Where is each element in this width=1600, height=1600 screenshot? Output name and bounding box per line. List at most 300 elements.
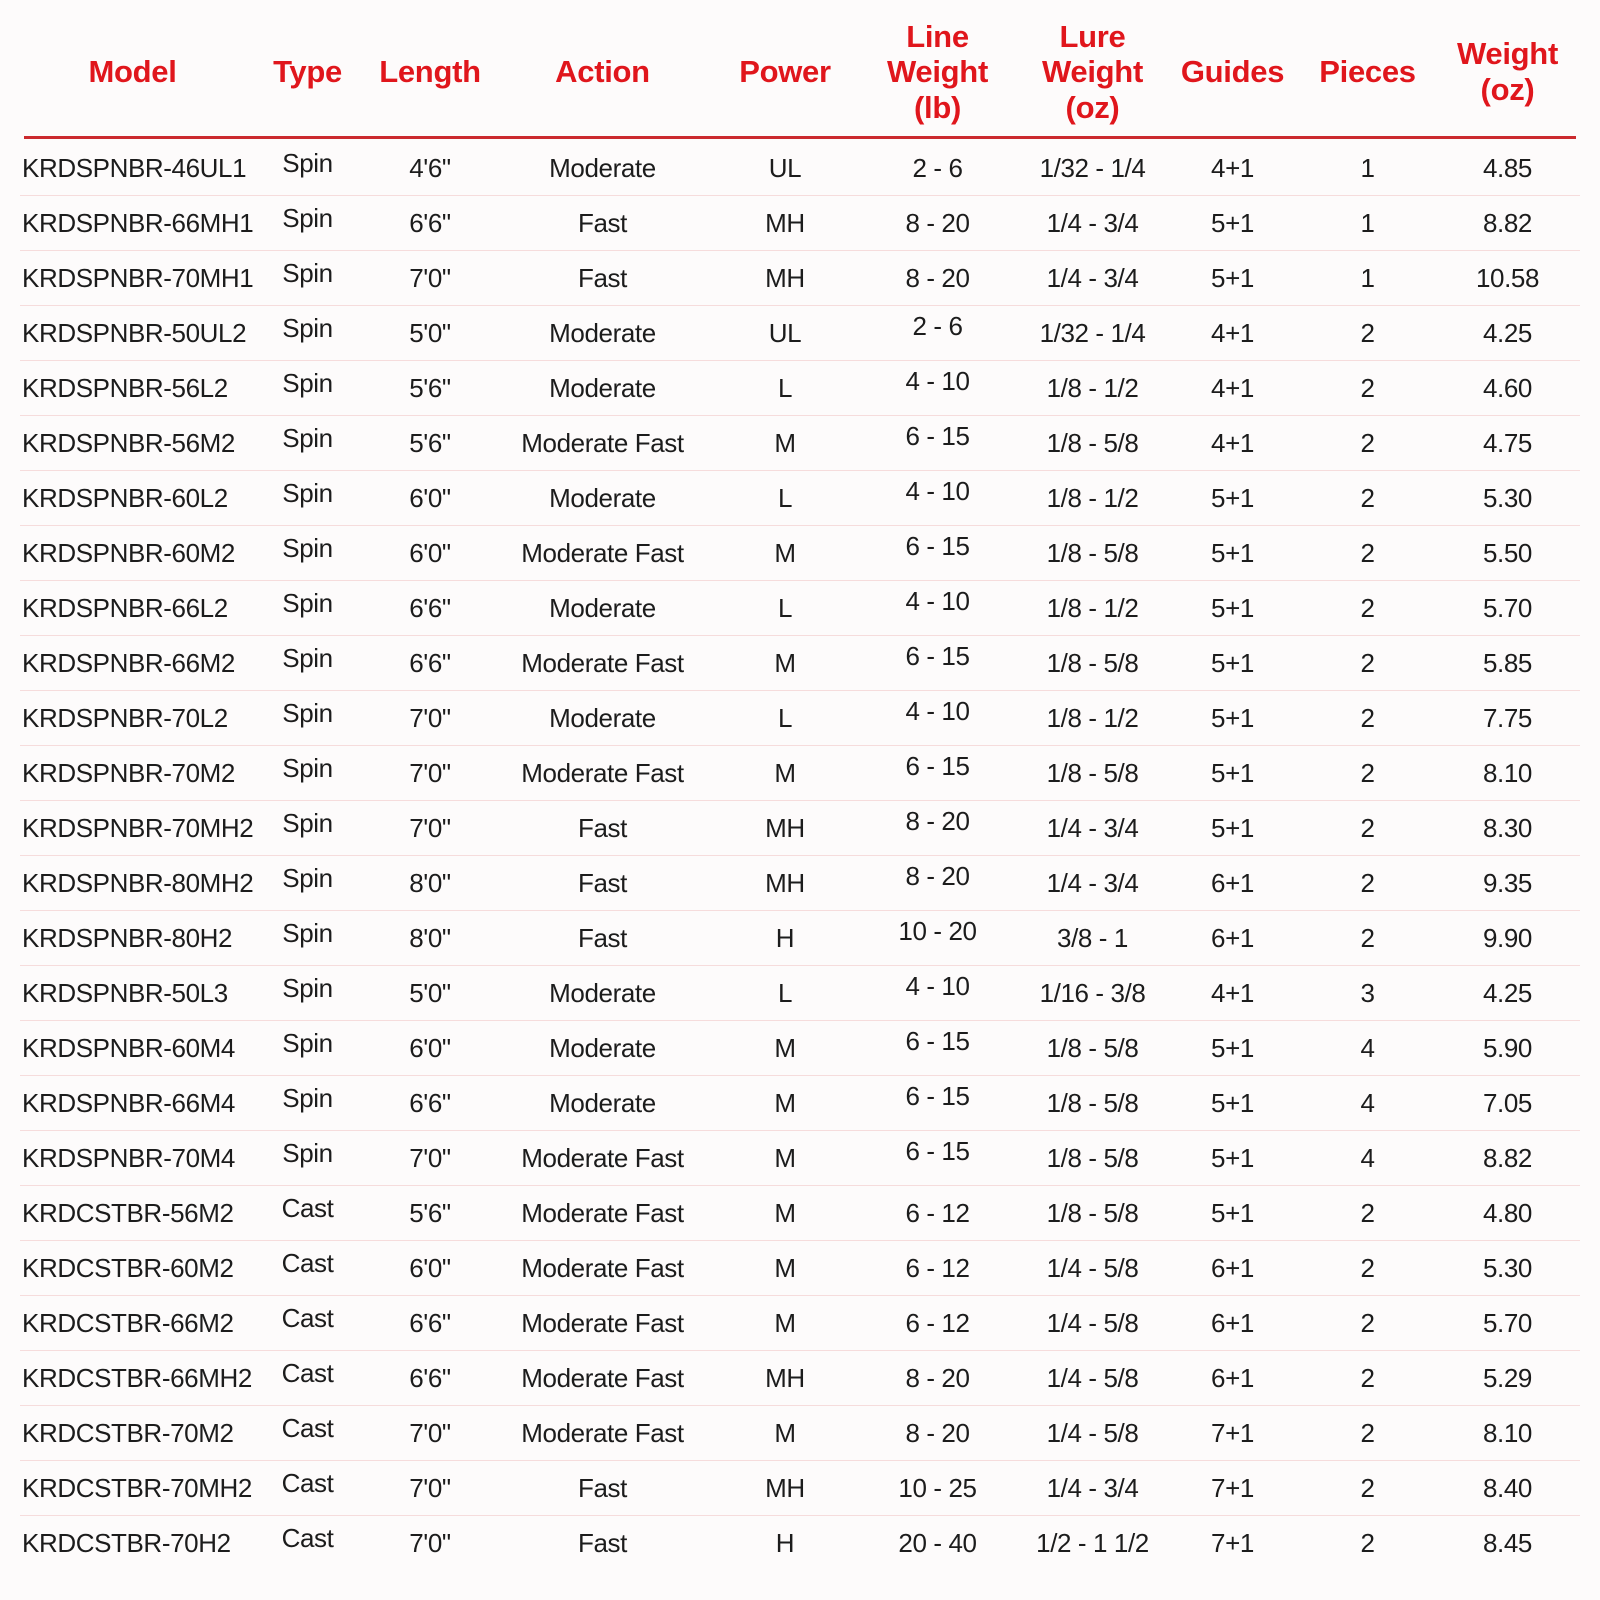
cell-model: KRDSPNBR-66M4 (22, 1087, 235, 1118)
table-row (20, 1075, 1580, 1130)
cell-length: 7'0" (409, 1527, 451, 1558)
cell-action: Moderate Fast (521, 537, 684, 568)
cell-action: Fast (578, 262, 627, 293)
cell-guides: 6+1 (1211, 922, 1254, 953)
cell-action: Moderate (549, 152, 656, 183)
cell-power: M (774, 427, 796, 458)
cell-action: Moderate (549, 702, 656, 733)
cell-model: KRDSPNBR-66L2 (22, 592, 228, 623)
table-row (20, 1130, 1580, 1185)
cell-action: Moderate Fast (521, 1417, 684, 1448)
cell-line_weight: 10 - 20 (898, 915, 977, 946)
cell-lure_weight: 1/8 - 5/8 (1046, 757, 1139, 788)
cell-action: Moderate Fast (521, 1307, 684, 1338)
cell-lure_weight: 1/4 - 3/4 (1046, 867, 1139, 898)
cell-pieces: 2 (1360, 812, 1375, 843)
cell-type: Cast (281, 1522, 334, 1553)
table-row (20, 1350, 1580, 1405)
cell-power: MH (765, 207, 805, 238)
cell-lure_weight: 1/16 - 3/8 (1039, 977, 1146, 1008)
cell-pieces: 2 (1360, 647, 1375, 678)
cell-line_weight: 6 - 12 (905, 1197, 970, 1228)
table-row (20, 250, 1580, 305)
cell-model: KRDCSTBR-70H2 (22, 1527, 231, 1558)
table-row (20, 1185, 1580, 1240)
cell-weight: 4.80 (1482, 1197, 1532, 1228)
cell-lure_weight: 1/4 - 5/8 (1046, 1362, 1139, 1393)
cell-guides: 4+1 (1211, 317, 1254, 348)
cell-type: Spin (282, 202, 333, 233)
cell-model: KRDSPNBR-70M2 (22, 757, 235, 788)
cell-guides: 5+1 (1211, 702, 1254, 733)
cell-lure_weight: 1/8 - 1/2 (1046, 482, 1139, 513)
cell-power: UL (768, 152, 802, 183)
cell-pieces: 2 (1360, 372, 1375, 403)
cell-lure_weight: 1/4 - 3/4 (1046, 207, 1139, 238)
cell-length: 7'0" (409, 757, 451, 788)
cell-guides: 5+1 (1211, 262, 1254, 293)
column-header-lure_weight (1020, 19, 1165, 126)
cell-length: 6'0" (409, 1252, 451, 1283)
cell-power: MH (765, 262, 805, 293)
cell-type: Cast (281, 1412, 334, 1443)
cell-power: L (777, 372, 793, 403)
cell-action: Moderate Fast (521, 1252, 684, 1283)
cell-power: M (774, 1142, 796, 1173)
cell-line_weight: 8 - 20 (905, 1417, 970, 1448)
cell-weight: 5.85 (1482, 647, 1532, 678)
cell-model: KRDCSTBR-70M2 (22, 1417, 234, 1448)
table-row (20, 1405, 1580, 1460)
table-row (20, 855, 1580, 910)
cell-pieces: 1 (1360, 262, 1375, 293)
cell-length: 5'6" (409, 372, 451, 403)
cell-type: Spin (282, 697, 333, 728)
cell-model: KRDSPNBR-70M4 (22, 1142, 235, 1173)
cell-length: 6'6" (409, 207, 451, 238)
cell-weight: 5.70 (1482, 1307, 1532, 1338)
cell-action: Moderate (549, 372, 656, 403)
table-header-row (20, 16, 1580, 136)
cell-type: Spin (282, 1027, 333, 1058)
cell-pieces: 4 (1360, 1142, 1375, 1173)
cell-lure_weight: 1/4 - 5/8 (1046, 1252, 1139, 1283)
cell-type: Spin (282, 1082, 333, 1113)
table-row (20, 580, 1580, 635)
cell-guides: 5+1 (1211, 482, 1254, 513)
cell-power: H (775, 922, 795, 953)
cell-power: L (777, 977, 793, 1008)
cell-guides: 5+1 (1211, 537, 1254, 568)
cell-guides: 6+1 (1211, 867, 1254, 898)
cell-pieces: 2 (1360, 1252, 1375, 1283)
cell-length: 6'0" (409, 1032, 451, 1063)
cell-line_weight: 20 - 40 (898, 1527, 977, 1558)
cell-length: 5'6" (409, 427, 451, 458)
cell-lure_weight: 1/8 - 5/8 (1046, 427, 1139, 458)
cell-weight: 5.90 (1482, 1032, 1532, 1063)
cell-line_weight: 6 - 15 (905, 1135, 970, 1166)
cell-action: Moderate (549, 592, 656, 623)
column-header-model-line: Model (88, 54, 177, 90)
table-row (20, 965, 1580, 1020)
cell-lure_weight: 1/8 - 1/2 (1046, 702, 1139, 733)
cell-action: Moderate (549, 482, 656, 513)
cell-power: MH (765, 1472, 805, 1503)
cell-action: Fast (578, 922, 627, 953)
cell-action: Moderate Fast (521, 1197, 684, 1228)
cell-power: UL (768, 317, 802, 348)
cell-line_weight: 4 - 10 (905, 970, 970, 1001)
cell-action: Fast (578, 867, 627, 898)
cell-pieces: 2 (1360, 317, 1375, 348)
table-row (20, 800, 1580, 855)
cell-line_weight: 6 - 15 (905, 640, 970, 671)
cell-weight: 8.40 (1482, 1472, 1532, 1503)
cell-line_weight: 4 - 10 (905, 365, 970, 396)
table-row (20, 525, 1580, 580)
cell-pieces: 2 (1360, 867, 1375, 898)
cell-guides: 7+1 (1211, 1417, 1254, 1448)
cell-action: Fast (578, 1472, 627, 1503)
cell-guides: 5+1 (1211, 207, 1254, 238)
cell-power: L (777, 592, 793, 623)
table-row (20, 195, 1580, 250)
column-header-lure_weight-line: Lure (1059, 18, 1126, 54)
cell-line_weight: 8 - 20 (905, 207, 970, 238)
cell-action: Moderate (549, 977, 656, 1008)
cell-pieces: 4 (1360, 1032, 1375, 1063)
cell-pieces: 1 (1360, 207, 1375, 238)
cell-weight: 10.58 (1475, 262, 1540, 293)
cell-type: Spin (282, 477, 333, 508)
cell-model: KRDSPNBR-70MH1 (22, 262, 254, 293)
cell-action: Moderate Fast (521, 647, 684, 678)
column-header-line_weight (855, 19, 1020, 126)
column-header-lure_weight-line: (oz) (1065, 89, 1120, 125)
cell-weight: 4.85 (1482, 152, 1532, 183)
cell-power: H (775, 1527, 795, 1558)
table-body (20, 141, 1580, 1570)
cell-power: M (774, 1252, 796, 1283)
cell-type: Spin (282, 587, 333, 618)
cell-type: Cast (281, 1302, 334, 1333)
cell-lure_weight: 1/2 - 1 1/2 (1036, 1527, 1149, 1558)
cell-model: KRDSPNBR-80H2 (22, 922, 233, 953)
cell-line_weight: 8 - 20 (905, 860, 970, 891)
cell-lure_weight: 1/8 - 5/8 (1046, 1142, 1139, 1173)
table-row (20, 690, 1580, 745)
cell-power: M (774, 1417, 796, 1448)
cell-line_weight: 8 - 20 (905, 805, 970, 836)
cell-weight: 4.25 (1482, 977, 1532, 1008)
cell-line_weight: 6 - 15 (905, 420, 970, 451)
cell-weight: 7.75 (1482, 702, 1532, 733)
cell-lure_weight: 1/4 - 3/4 (1046, 812, 1139, 843)
cell-power: L (777, 482, 793, 513)
cell-length: 6'0" (409, 482, 451, 513)
cell-model: KRDSPNBR-60M4 (22, 1032, 235, 1063)
cell-weight: 8.82 (1482, 207, 1532, 238)
cell-type: Spin (282, 642, 333, 673)
cell-weight: 4.60 (1482, 372, 1532, 403)
cell-power: M (774, 537, 796, 568)
cell-action: Moderate Fast (521, 1362, 684, 1393)
cell-length: 5'6" (409, 1197, 451, 1228)
table-row (20, 1240, 1580, 1295)
cell-line_weight: 2 - 6 (912, 310, 963, 341)
column-header-length (370, 54, 490, 90)
cell-model: KRDSPNBR-50L3 (22, 977, 228, 1008)
column-header-guides (1165, 54, 1300, 90)
cell-guides: 5+1 (1211, 1142, 1254, 1173)
cell-lure_weight: 1/4 - 5/8 (1046, 1417, 1139, 1448)
cell-power: MH (765, 867, 805, 898)
cell-guides: 4+1 (1211, 152, 1254, 183)
cell-pieces: 2 (1360, 1527, 1375, 1558)
cell-model: KRDSPNBR-56M2 (22, 427, 235, 458)
cell-model: KRDSPNBR-56L2 (22, 372, 228, 403)
cell-pieces: 2 (1360, 922, 1375, 953)
cell-pieces: 1 (1360, 152, 1375, 183)
cell-action: Moderate Fast (521, 1142, 684, 1173)
cell-length: 6'0" (409, 537, 451, 568)
cell-weight: 8.10 (1482, 757, 1532, 788)
cell-weight: 5.70 (1482, 592, 1532, 623)
column-header-pieces (1300, 54, 1435, 90)
header-rule (24, 136, 1576, 139)
cell-model: KRDSPNBR-50UL2 (22, 317, 247, 348)
column-header-type-line: Type (273, 54, 342, 90)
cell-weight: 9.90 (1482, 922, 1532, 953)
cell-line_weight: 4 - 10 (905, 475, 970, 506)
cell-model: KRDCSTBR-66M2 (22, 1307, 234, 1338)
table-row (20, 305, 1580, 360)
cell-weight: 4.25 (1482, 317, 1532, 348)
column-header-weight-line: Weight (1457, 36, 1558, 72)
cell-length: 4'6" (409, 152, 451, 183)
cell-lure_weight: 1/32 - 1/4 (1039, 317, 1146, 348)
table-row (20, 1460, 1580, 1515)
cell-guides: 5+1 (1211, 757, 1254, 788)
column-header-line_weight-line: Line (906, 18, 969, 54)
cell-type: Spin (282, 862, 333, 893)
cell-type: Spin (282, 147, 333, 178)
cell-length: 7'0" (409, 702, 451, 733)
table-row (20, 635, 1580, 690)
table-row (20, 360, 1580, 415)
cell-lure_weight: 1/4 - 5/8 (1046, 1307, 1139, 1338)
table-row (20, 470, 1580, 525)
cell-power: M (774, 1032, 796, 1063)
cell-weight: 7.05 (1482, 1087, 1532, 1118)
cell-power: M (774, 1087, 796, 1118)
cell-weight: 8.30 (1482, 812, 1532, 843)
cell-pieces: 4 (1360, 1087, 1375, 1118)
cell-weight: 5.29 (1482, 1362, 1532, 1393)
cell-pieces: 2 (1360, 537, 1375, 568)
column-header-action-line: Action (555, 54, 650, 90)
cell-pieces: 2 (1360, 1417, 1375, 1448)
column-header-line_weight-line: (lb) (914, 89, 961, 125)
cell-weight: 5.30 (1482, 1252, 1532, 1283)
cell-type: Spin (282, 1137, 333, 1168)
cell-model: KRDCSTBR-66MH2 (22, 1362, 252, 1393)
cell-line_weight: 8 - 20 (905, 1362, 970, 1393)
cell-guides: 6+1 (1211, 1252, 1254, 1283)
cell-guides: 5+1 (1211, 647, 1254, 678)
cell-guides: 6+1 (1211, 1362, 1254, 1393)
cell-type: Spin (282, 917, 333, 948)
cell-weight: 8.10 (1482, 1417, 1532, 1448)
cell-type: Spin (282, 807, 333, 838)
cell-length: 7'0" (409, 1417, 451, 1448)
cell-length: 7'0" (409, 1142, 451, 1173)
cell-model: KRDSPNBR-70MH2 (22, 812, 254, 843)
table-row (20, 141, 1580, 195)
cell-guides: 6+1 (1211, 1307, 1254, 1338)
cell-model: KRDSPNBR-66M2 (22, 647, 235, 678)
cell-power: L (777, 702, 793, 733)
column-header-lure_weight-line: Weight (1042, 54, 1143, 90)
cell-guides: 5+1 (1211, 1087, 1254, 1118)
cell-pieces: 3 (1360, 977, 1375, 1008)
cell-pieces: 2 (1360, 427, 1375, 458)
cell-type: Spin (282, 367, 333, 398)
cell-type: Spin (282, 312, 333, 343)
cell-weight: 5.30 (1482, 482, 1532, 513)
cell-action: Moderate Fast (521, 757, 684, 788)
cell-action: Fast (578, 1527, 627, 1558)
column-header-guides-line: Guides (1180, 54, 1285, 90)
table-row (20, 415, 1580, 470)
cell-length: 7'0" (409, 262, 451, 293)
cell-length: 7'0" (409, 1472, 451, 1503)
cell-type: Cast (281, 1467, 334, 1498)
column-header-power (715, 54, 855, 90)
cell-length: 6'6" (409, 1307, 451, 1338)
column-header-action (490, 54, 715, 90)
cell-line_weight: 6 - 15 (905, 1080, 970, 1111)
cell-length: 5'0" (409, 317, 451, 348)
column-header-type (245, 54, 370, 90)
cell-power: M (774, 1197, 796, 1228)
cell-weight: 8.82 (1482, 1142, 1532, 1173)
cell-lure_weight: 1/8 - 5/8 (1046, 1087, 1139, 1118)
cell-length: 6'6" (409, 1362, 451, 1393)
cell-model: KRDCSTBR-56M2 (22, 1197, 234, 1228)
cell-guides: 4+1 (1211, 427, 1254, 458)
cell-type: Cast (281, 1247, 334, 1278)
cell-lure_weight: 1/8 - 5/8 (1046, 647, 1139, 678)
cell-length: 5'0" (409, 977, 451, 1008)
cell-lure_weight: 1/8 - 5/8 (1046, 1197, 1139, 1228)
cell-type: Spin (282, 752, 333, 783)
cell-guides: 5+1 (1211, 1032, 1254, 1063)
table-row (20, 1515, 1580, 1570)
cell-lure_weight: 1/8 - 1/2 (1046, 372, 1139, 403)
column-header-line_weight-line: Weight (887, 54, 988, 90)
cell-power: M (774, 647, 796, 678)
column-header-weight (1435, 36, 1580, 107)
cell-line_weight: 6 - 12 (905, 1252, 970, 1283)
cell-pieces: 2 (1360, 1362, 1375, 1393)
cell-weight: 9.35 (1482, 867, 1532, 898)
cell-pieces: 2 (1360, 757, 1375, 788)
cell-power: MH (765, 812, 805, 843)
cell-lure_weight: 1/8 - 5/8 (1046, 537, 1139, 568)
cell-power: MH (765, 1362, 805, 1393)
cell-length: 8'0" (409, 922, 451, 953)
cell-action: Fast (578, 812, 627, 843)
cell-guides: 5+1 (1211, 1197, 1254, 1228)
cell-model: KRDSPNBR-66MH1 (22, 207, 254, 238)
cell-weight: 5.50 (1482, 537, 1532, 568)
cell-length: 8'0" (409, 867, 451, 898)
cell-lure_weight: 3/8 - 1 (1057, 922, 1128, 953)
cell-lure_weight: 1/4 - 3/4 (1046, 1472, 1139, 1503)
cell-length: 6'6" (409, 592, 451, 623)
cell-model: KRDSPNBR-60L2 (22, 482, 228, 513)
cell-guides: 5+1 (1211, 592, 1254, 623)
cell-type: Spin (282, 422, 333, 453)
cell-guides: 4+1 (1211, 977, 1254, 1008)
cell-lure_weight: 1/8 - 1/2 (1046, 592, 1139, 623)
cell-line_weight: 6 - 12 (905, 1307, 970, 1338)
cell-pieces: 2 (1360, 482, 1375, 513)
column-header-weight-line: (oz) (1480, 72, 1535, 107)
column-header-power-line: Power (739, 54, 831, 90)
cell-type: Spin (282, 257, 333, 288)
cell-model: KRDSPNBR-70L2 (22, 702, 228, 733)
cell-model: KRDSPNBR-80MH2 (22, 867, 254, 898)
cell-line_weight: 6 - 15 (905, 1025, 970, 1056)
cell-length: 6'6" (409, 1087, 451, 1118)
cell-type: Cast (281, 1357, 334, 1388)
cell-power: M (774, 1307, 796, 1338)
cell-guides: 4+1 (1211, 372, 1254, 403)
cell-line_weight: 10 - 25 (898, 1472, 977, 1503)
cell-line_weight: 4 - 10 (905, 585, 970, 616)
cell-pieces: 2 (1360, 592, 1375, 623)
cell-line_weight: 2 - 6 (912, 152, 963, 183)
cell-model: KRDSPNBR-60M2 (22, 537, 235, 568)
cell-model: KRDCSTBR-70MH2 (22, 1472, 252, 1503)
cell-weight: 8.45 (1482, 1527, 1532, 1558)
cell-lure_weight: 1/4 - 3/4 (1046, 262, 1139, 293)
cell-action: Moderate (549, 1087, 656, 1118)
table-row (20, 745, 1580, 800)
cell-pieces: 2 (1360, 1307, 1375, 1338)
cell-pieces: 2 (1360, 1472, 1375, 1503)
cell-action: Fast (578, 207, 627, 238)
cell-type: Spin (282, 532, 333, 563)
cell-weight: 4.75 (1482, 427, 1532, 458)
table-row (20, 910, 1580, 965)
cell-guides: 7+1 (1211, 1527, 1254, 1558)
table-row (20, 1020, 1580, 1075)
cell-guides: 7+1 (1211, 1472, 1254, 1503)
cell-length: 7'0" (409, 812, 451, 843)
cell-lure_weight: 1/32 - 1/4 (1039, 152, 1146, 183)
cell-model: KRDCSTBR-60M2 (22, 1252, 234, 1283)
cell-length: 6'6" (409, 647, 451, 678)
cell-line_weight: 4 - 10 (905, 695, 970, 726)
cell-action: Moderate Fast (521, 427, 684, 458)
column-header-pieces-line: Pieces (1319, 54, 1416, 90)
cell-pieces: 2 (1360, 1197, 1375, 1228)
cell-action: Moderate (549, 317, 656, 348)
